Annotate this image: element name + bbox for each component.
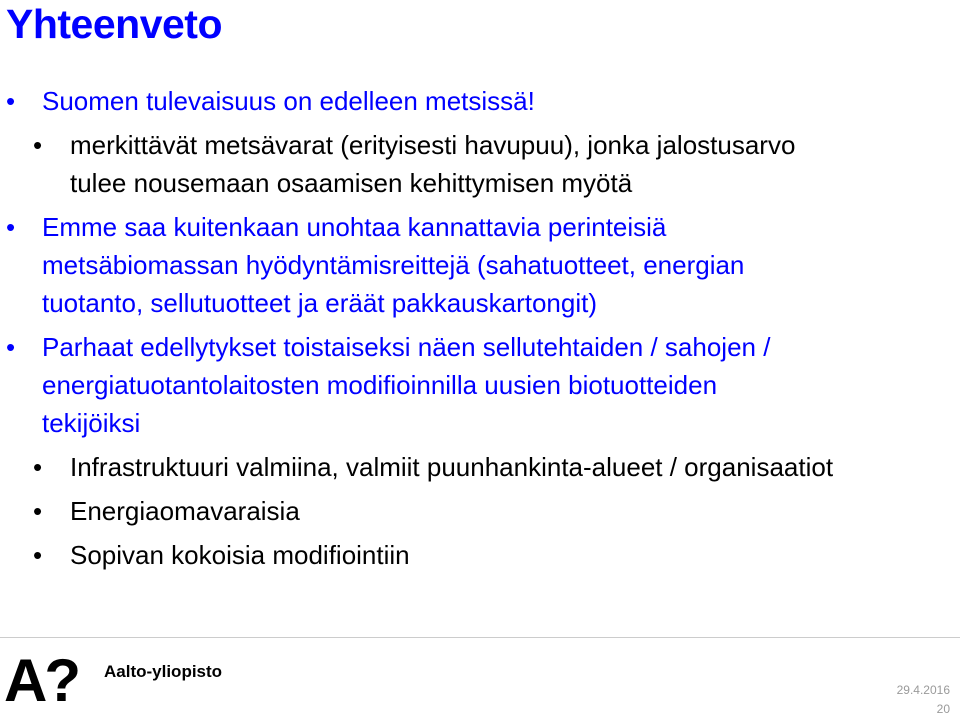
bullet-item-2 [0, 126, 960, 202]
aalto-logo-icon [4, 647, 78, 714]
bullet-list [0, 82, 960, 580]
bullet-icon: • [33, 496, 43, 526]
bullet-text: Emme saa kuitenkaan unohtaa kannattavia perinteisiä metsäbiomassan hyödyntämisreittejä (sahatuotteet, energian tuotanto, sellutuotteet ja eräät pakkauskartongit) [42, 212, 745, 318]
footer-divider [0, 637, 960, 638]
bullet-text: Infrastruktuuri valmiina, valmiit puunhankinta-alueet / organisaatiot [70, 452, 834, 482]
slide-title: Yhteenveto [6, 1, 222, 47]
bullet-icon: • [6, 212, 16, 242]
bullet-icon: • [33, 452, 43, 482]
bullet-text: Sopivan kokoisia modifiointiin [70, 540, 410, 570]
logo-text: Aalto-yliopisto [104, 662, 223, 681]
bullet-item-1 [0, 82, 960, 120]
bullet-icon: • [33, 130, 43, 160]
page-number: 20 [936, 702, 950, 716]
bullet-text: Suomen tulevaisuus on edelleen metsissä! [42, 86, 535, 116]
bullet-text: Parhaat edellytykset toistaiseksi näen sellutehtaiden / sahojen / energiatuotantolaitosten modifioinnilla uusien biotuotteiden tekijöiksi [42, 332, 771, 438]
bullet-icon: • [6, 332, 16, 362]
bullet-item-5 [0, 448, 960, 486]
bullet-icon: • [6, 86, 16, 116]
bullet-text: Energiaomavaraisia [70, 496, 300, 526]
bullet-item-7 [0, 536, 960, 574]
bullet-item-4 [0, 328, 960, 442]
slide-date: 29.4.2016 [896, 683, 950, 697]
logo-mark-a: A [4, 647, 45, 714]
logo-mark-q: ? [44, 647, 78, 714]
bullet-item-3 [0, 208, 960, 322]
bullet-text: merkittävät metsävarat (erityisesti havupuu), jonka jalostusarvo tulee nousemaan osaamisen kehittymisen myötä [70, 130, 796, 198]
bullet-item-6 [0, 492, 960, 530]
bullet-icon: • [33, 540, 43, 570]
